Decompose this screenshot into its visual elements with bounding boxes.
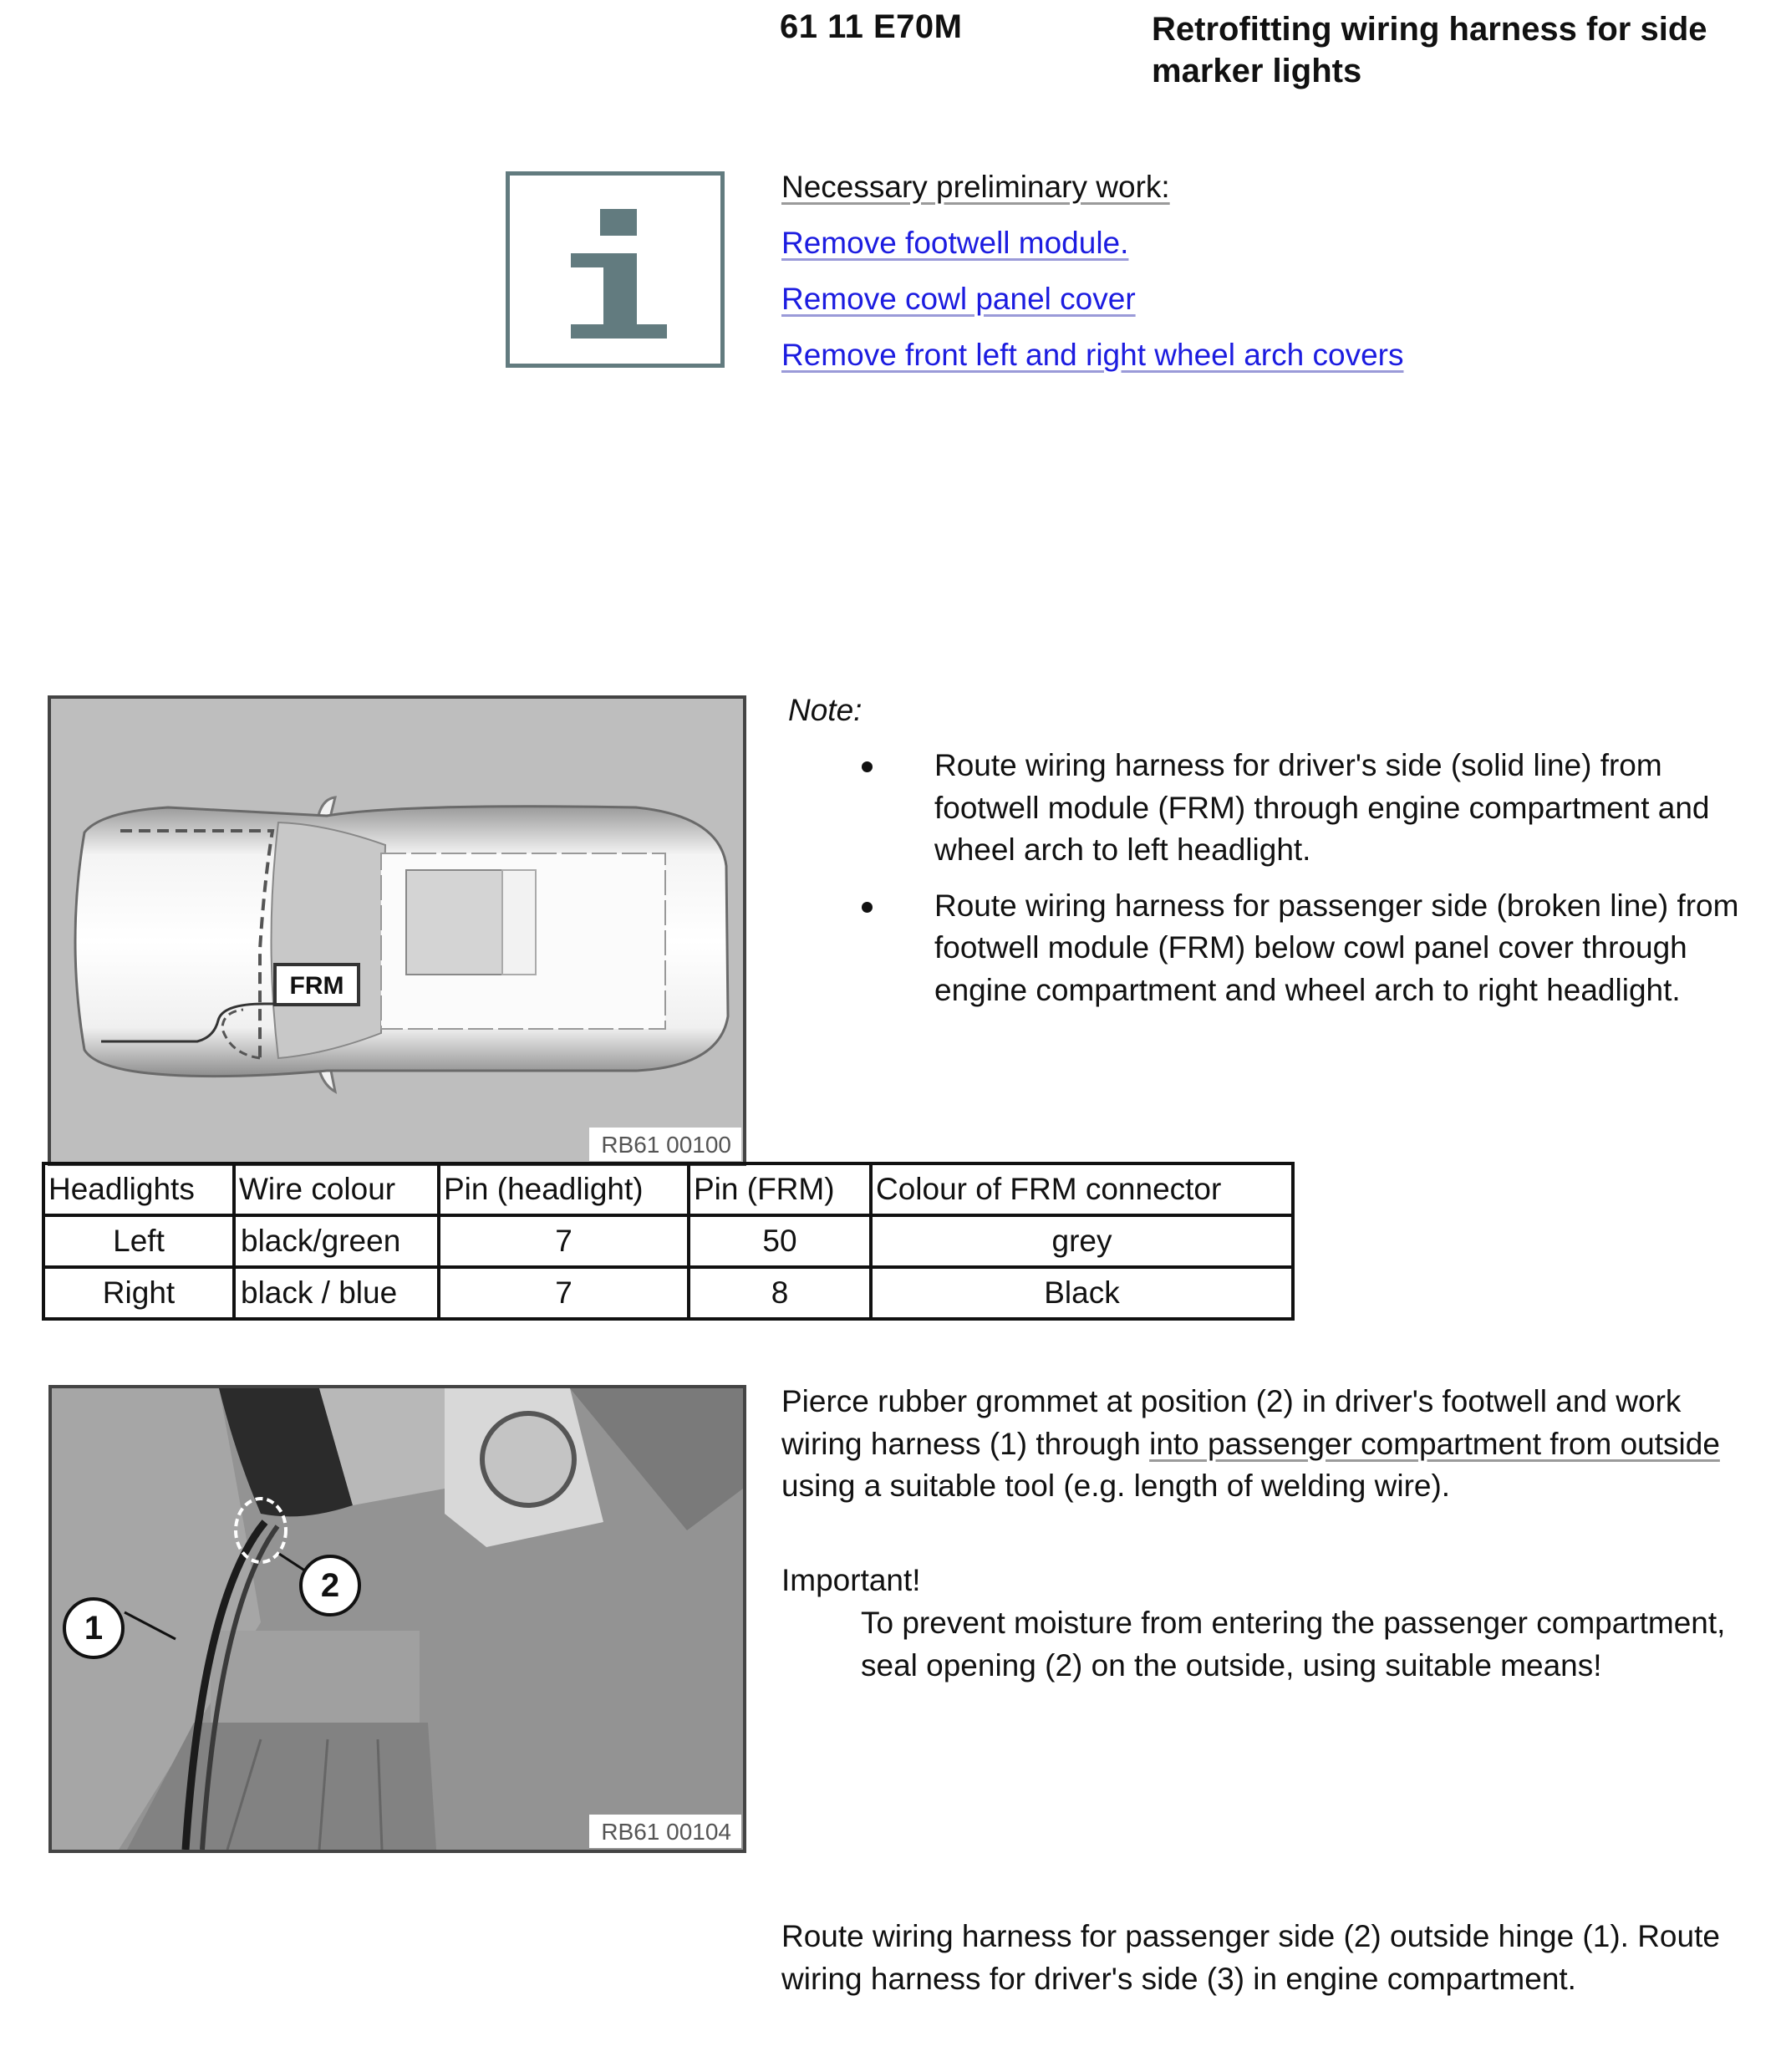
cell-connector-colour: Black — [871, 1267, 1293, 1319]
info-glyph-icon — [510, 176, 720, 364]
preliminary-work-section — [781, 159, 1403, 383]
bullet-icon — [862, 902, 873, 913]
step-1-instructions: Pierce rubber grommet at position (2) in driver's footwell and work wiring harness (1) through into passenger compartment from outside using a suitable tool (e.g. length of welding wire). — [781, 1384, 1720, 1503]
note-section — [788, 690, 1749, 1025]
table-row — [43, 1215, 1293, 1267]
link-remove-wheel-arch-covers[interactable]: Remove front left and right wheel arch covers — [781, 338, 1404, 372]
callout-1: 1 — [63, 1597, 125, 1659]
note-title: Note: — [788, 693, 863, 727]
col-headlights: Headlights — [43, 1163, 234, 1215]
cell-connector-colour: grey — [871, 1215, 1293, 1267]
footwell-photo-illustration — [52, 1388, 743, 1850]
col-pin-headlight: Pin (headlight) — [439, 1163, 689, 1215]
preliminary-work-label: Necessary preliminary work: — [781, 170, 1170, 204]
cell-pin-headlight: 7 — [439, 1267, 689, 1319]
cell-wire-colour: black / blue — [234, 1267, 439, 1319]
frm-callout: FRM — [289, 972, 344, 1000]
cell-pin-frm: 50 — [689, 1215, 871, 1267]
important-text: To prevent moisture from entering the passenger compartment, seal opening (2) on the outside, using suitable means! — [861, 1606, 1726, 1683]
note-bullets — [788, 745, 1749, 1011]
link-remove-footwell-module[interactable]: Remove footwell module. — [781, 226, 1129, 260]
document-code: 61 11 E70M — [780, 8, 963, 45]
underlined-phrase: into passenger compartment from outside — [1149, 1426, 1720, 1461]
figure-2-reference: RB61 00104 — [589, 1815, 741, 1848]
figure-car-top-view — [48, 695, 746, 1166]
important-label: Important! — [781, 1563, 921, 1597]
table-row — [43, 1267, 1293, 1319]
callout-2: 2 — [299, 1555, 361, 1616]
car-top-view-illustration — [51, 699, 743, 1163]
cell-wire-colour: black/green — [234, 1215, 439, 1267]
step-2-instructions: Route wiring harness for passenger side (2) outside hinge (1). Route wiring harness for driver's side (3) in engine compartment. — [781, 1919, 1720, 1996]
note-bullet: Route wiring harness for driver's side (solid line) from footwell module (FRM) through engine compartment and wheel arch to left headlight. — [788, 745, 1749, 872]
cell-pin-headlight: 7 — [439, 1215, 689, 1267]
document-title: Retrofitting wiring harness for side marker lights — [1152, 11, 1707, 89]
col-frm-connector-colour: Colour of FRM connector — [871, 1163, 1293, 1215]
col-wire-colour: Wire colour — [234, 1163, 439, 1215]
table-header-row — [43, 1163, 1293, 1215]
cell-pin-frm: 8 — [689, 1267, 871, 1319]
figure-footwell-photo — [48, 1385, 746, 1853]
figure-1-reference: RB61 00100 — [589, 1128, 741, 1161]
note-bullet: Route wiring harness for passenger side (broken line) from footwell module (FRM) below cowl panel cover through engine compartment and wheel arch to right headlight. — [788, 885, 1749, 1012]
cell-headlight: Left — [43, 1215, 234, 1267]
bullet-icon — [862, 761, 873, 772]
info-icon — [506, 171, 725, 368]
wire-pin-table — [42, 1162, 1295, 1321]
col-pin-frm: Pin (FRM) — [689, 1163, 871, 1215]
link-remove-cowl-panel-cover[interactable]: Remove cowl panel cover — [781, 282, 1136, 316]
cell-headlight: Right — [43, 1267, 234, 1319]
